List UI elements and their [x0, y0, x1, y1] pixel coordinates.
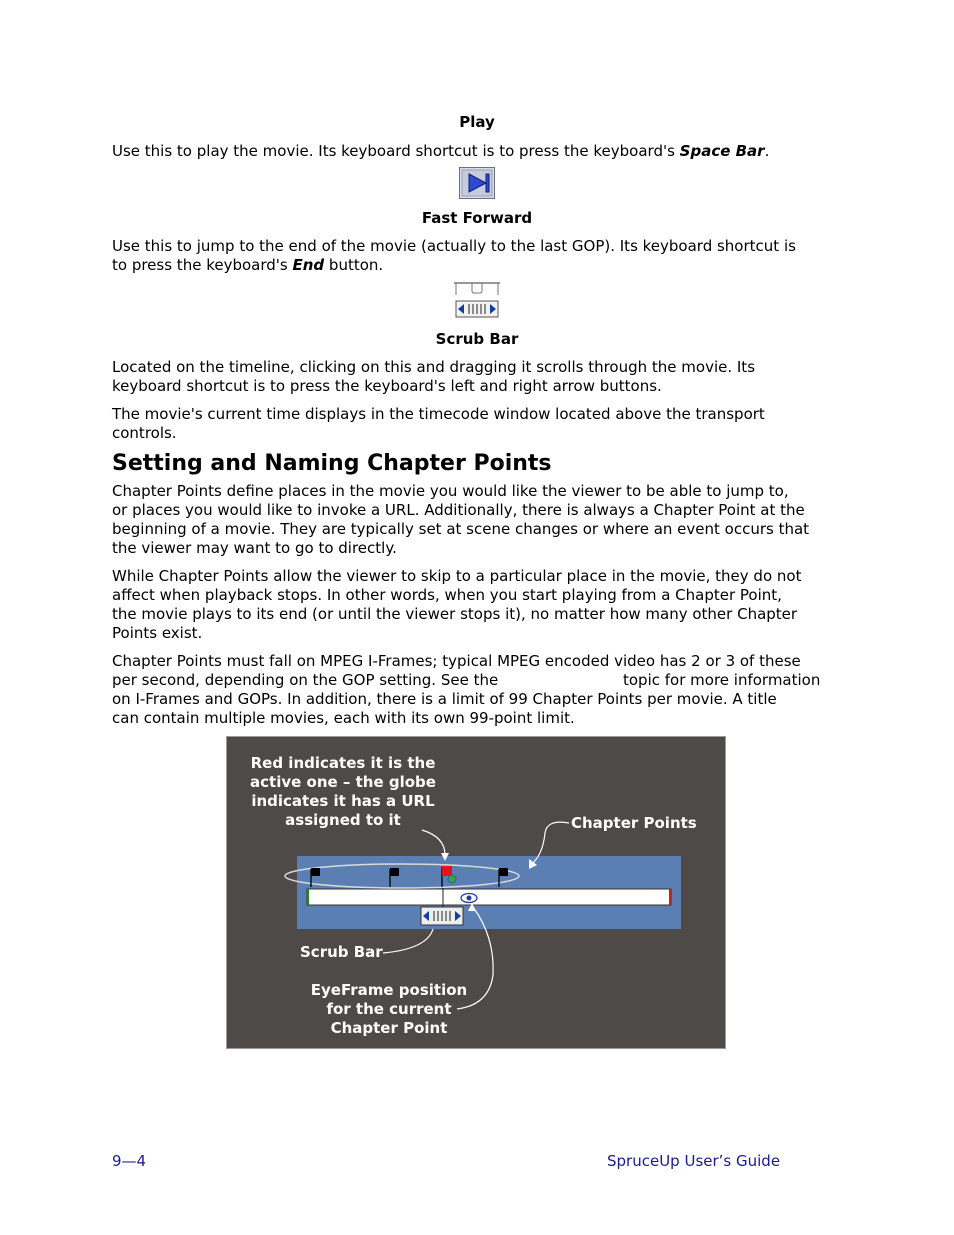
- figure-label-scrub-bar: Scrub Bar: [300, 943, 383, 961]
- p3-line-1: Chapter Points must fall on MPEG I-Frames; typical MPEG encoded video has 2 or 3 of these: [112, 652, 801, 670]
- scrub-bar-description: [112, 358, 847, 396]
- footer-page-number: 9—4: [112, 1152, 147, 1170]
- eyeframe-line-3: Chapter Point: [330, 1019, 448, 1037]
- figure-label-chapter-points: Chapter Points: [571, 814, 697, 832]
- p1-line-1: Chapter Points define places in the movie you would like the viewer to be able to jump to,: [112, 482, 789, 500]
- ff-shortcut-key: End: [292, 256, 325, 274]
- timecode-description: [112, 405, 847, 443]
- section-paragraph-3: [112, 652, 847, 728]
- red-line-1: Red indicates it is the: [250, 754, 436, 772]
- timecode-line-2: controls.: [112, 424, 177, 442]
- play-caption: Play: [459, 113, 495, 131]
- p3-line-3: on I-Frames and GOPs. In addition, there is a limit of 99 Chapter Points per movie. A title: [112, 690, 777, 708]
- ff-text-b: button.: [324, 256, 384, 274]
- p3-line-2-right: topic for more information: [623, 671, 821, 689]
- scrub-bar-caption: Scrub Bar: [435, 330, 519, 348]
- eyeframe-line-2: for the current: [326, 1000, 452, 1018]
- p1-line-2: or places you would like to invoke a URL. Additionally, there is always a Chapter Point at the: [112, 501, 805, 519]
- p2-line-2: affect when playback stops. In other words, when you start playing from a Chapter Point,: [112, 586, 782, 604]
- play-shortcut-key: Space Bar: [679, 142, 765, 160]
- scrub-line-1: Located on the timeline, clicking on this and dragging it scrolls through the movie. Its: [112, 358, 756, 376]
- fast-forward-icon: [459, 167, 495, 199]
- figure-label-red: [239, 754, 447, 830]
- fast-forward-description: [112, 237, 847, 275]
- section-paragraph-1: [112, 482, 847, 558]
- figure-label-eyeframe: [287, 981, 491, 1038]
- p3-line-2-left: per second, depending on the GOP setting. See the: [112, 671, 499, 689]
- p2-line-3: the movie plays to its end (or until the viewer stops it), no matter how many other Chapter: [112, 605, 798, 623]
- red-line-3: indicates it has a URL: [251, 792, 435, 810]
- section-heading: Setting and Naming Chapter Points: [112, 451, 552, 476]
- p1-line-3: beginning of a movie. They are typically set at scene changes or where an event occurs that: [112, 520, 810, 538]
- section-paragraph-2: [112, 567, 847, 643]
- chapter-points-figure: [226, 736, 726, 1049]
- play-description: [112, 142, 847, 161]
- red-line-2: active one – the globe: [250, 773, 436, 791]
- footer-guide-title: SpruceUp User’s Guide: [607, 1152, 781, 1170]
- timecode-line-1: The movie's current time displays in the timecode window located above the transport: [112, 405, 765, 423]
- ff-text-a: to press the keyboard's: [112, 256, 293, 274]
- scrub-bar-icon: [454, 281, 500, 321]
- eyeframe-line-1: EyeFrame position: [310, 981, 468, 999]
- p3-line-4: can contain multiple movies, each with its own 99-point limit.: [112, 709, 575, 727]
- play-text-b: .: [764, 142, 770, 160]
- p2-line-1: While Chapter Points allow the viewer to skip to a particular place in the movie, they do not: [112, 567, 802, 585]
- scrub-line-2: keyboard shortcut is to press the keyboard's left and right arrow buttons.: [112, 377, 662, 395]
- red-line-4: assigned to it: [285, 811, 401, 829]
- p1-line-4: the viewer may want to go to directly.: [112, 539, 397, 557]
- fast-forward-line-1: Use this to jump to the end of the movie (actually to the last GOP). Its keyboard shortcut is: [112, 237, 796, 255]
- p2-line-4: Points exist.: [112, 624, 203, 642]
- play-text-a: Use this to play the movie. Its keyboard shortcut is to press the keyboard's: [112, 142, 680, 160]
- fast-forward-caption: Fast Forward: [421, 209, 533, 227]
